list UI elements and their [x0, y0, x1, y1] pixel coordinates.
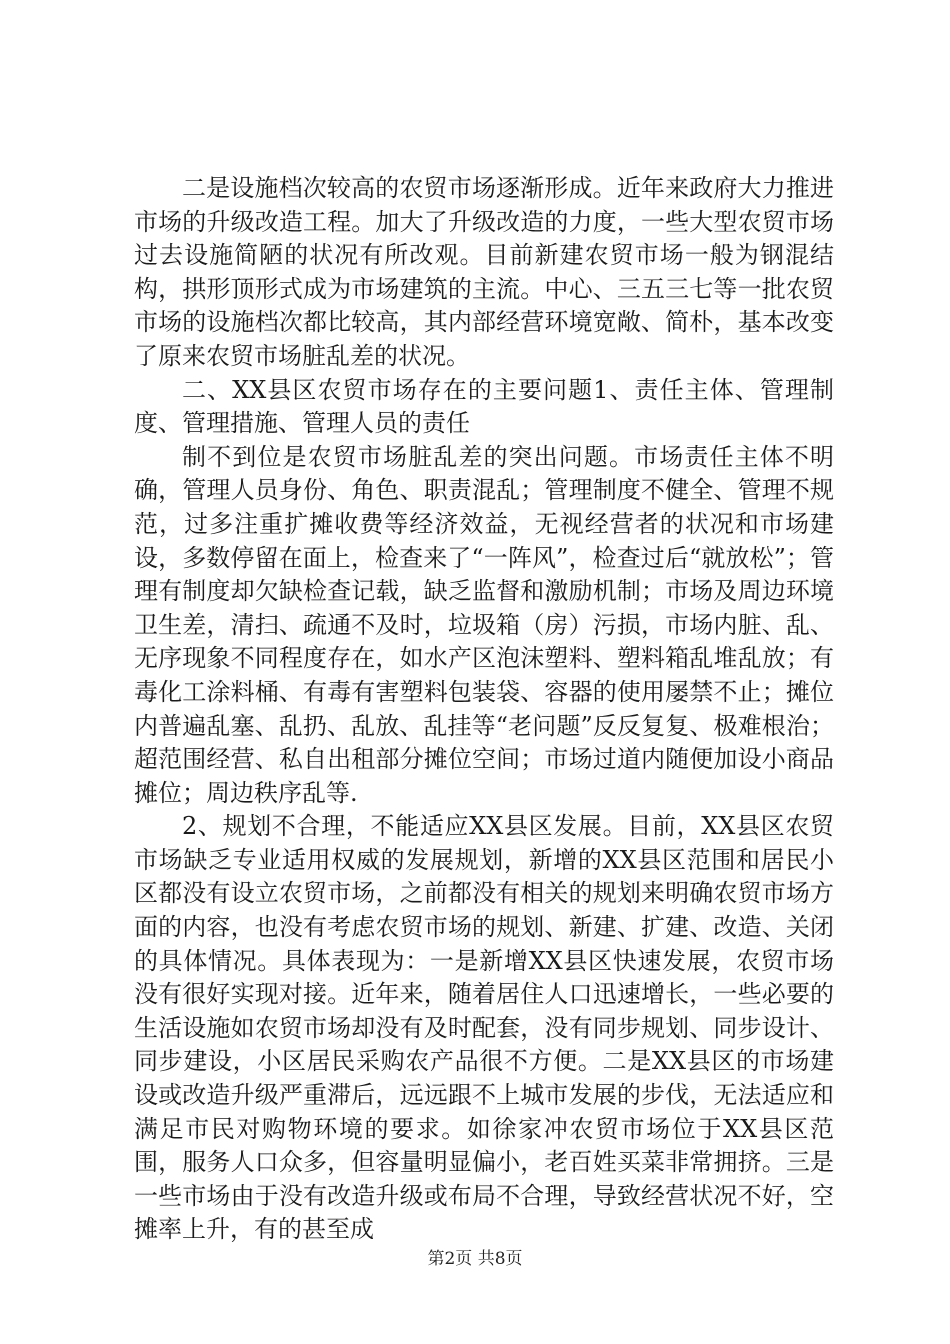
paragraph-problems-heading: 二、XX县区农贸市场存在的主要问题1、责任主体、管理制度、管理措施、管理人员的责任 [134, 375, 834, 438]
document-body [134, 172, 834, 1247]
paragraph-responsibility: 制不到位是农贸市场脏乱差的突出问题。市场责任主体不明确，管理人员身份、角色、职责混乱；管理制度不健全、管理不规范，过多注重扩摊收费等经济效益，无视经营者的状况和市场建设，多数停留在面上，检查来了“一阵风”，检查过后“就放松”；管理有制度却欠缺检查记载，缺乏监督和激励机制；市场及周边环境卫生差，清扫、疏通不及时，垃圾箱（房）污损，市场内脏、乱、无序现象不同程度存在，如水产区泡沫塑料、塑料箱乱堆乱放；有毒化工涂料桶、有毒有害塑料包装袋、容器的使用屡禁不止；摊位内普遍乱塞、乱扔、乱放、乱挂等“老问题”反反复复、极难根治；超范围经营、私自出租部分摊位空间；市场过道内随便加设小商品摊位；周边秩序乱等. [134, 442, 834, 807]
page-number-footer: 第2页 共8页 [427, 1249, 523, 1269]
paragraph-facilities: 二是设施档次较高的农贸市场逐渐形成。近年来政府大力推进市场的升级改造工程。加大了升级改造的力度，一些大型农贸市场过去设施简陋的状况有所改观。目前新建农贸市场一般为钢混结构，拱形顶形式成为市场建筑的主流。中心、三五三七等一批农贸市场的设施档次都比较高，其内部经营环境宽敞、简朴，基本改变了原来农贸市场脏乱差的状况。 [134, 174, 834, 370]
paragraph-planning: 2、规划不合理，不能适应XX县区发展。目前，XX县区农贸市场缺乏专业适用权威的发展规划，新增的XX县区范围和居民小区都没有设立农贸市场，之前都没有相关的规划来明确农贸市场方面的内容，也没有考虑农贸市场的规划、新建、扩建、改造、关闭的具体情况。具体表现为：一是新增XX县区快速发展，农贸市场没有很好实现对接。近年来，随着居住人口迅速增长，一些必要的生活设施如农贸市场却没有及时配套，没有同步规划、同步设计、同步建设，小区居民采购农产品很不方便。二是XX县区的市场建设或改造升级严重滞后，远远跟不上城市发展的步伐，无法适应和满足市民对购物环境的要求。如徐家冲农贸市场位于XX县区范围，服务人口众多，但容量明显偏小，老百姓买菜非常拥挤。三是一些市场由于没有改造升级或布局不合理，导致经营状况不好，空摊率上升，有的甚至成 [134, 812, 834, 1244]
